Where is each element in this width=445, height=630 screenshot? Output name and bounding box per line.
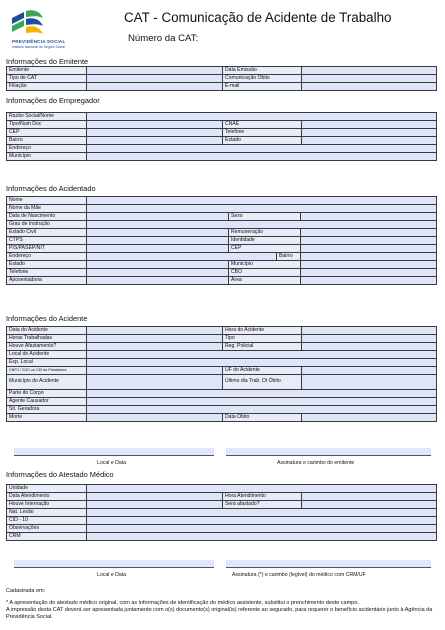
estado-civil-field[interactable]: [87, 229, 229, 237]
field-label: Data Óbito: [223, 414, 302, 422]
field-label: Data de Nascimento: [7, 213, 87, 221]
field-label: Reg. Policial: [223, 343, 302, 351]
field-label: Sexo: [229, 213, 301, 221]
field-label: Telefone: [223, 129, 302, 137]
cid-field[interactable]: [87, 517, 437, 525]
field-label: CID - 10: [7, 517, 87, 525]
assinatura-emitente-caption: Assinatura e carimbo do emitente: [277, 460, 355, 466]
assinatura-medico-line[interactable]: [226, 560, 431, 568]
table-row: [7, 327, 437, 335]
endereco-acidentado-field[interactable]: [87, 253, 277, 261]
field-label: CEP: [229, 245, 301, 253]
field-label: Nome: [7, 197, 87, 205]
emitente-table: [6, 66, 437, 91]
field-label: Aposentadoria: [7, 277, 87, 285]
table-row: [7, 237, 437, 245]
uf-acidente-field[interactable]: [302, 367, 437, 375]
section-heading-empregador: Informações do Empregador: [6, 96, 100, 105]
hora-acidente-field[interactable]: [302, 327, 437, 335]
field-label: Agente Causador: [7, 398, 87, 406]
logo-line-1: PREVIDÊNCIA SOCIAL: [12, 39, 66, 44]
houve-internacao-field[interactable]: [87, 501, 223, 509]
field-label: Data Atendimento: [7, 493, 87, 501]
section-heading-emitente: Informações do Emitente: [6, 57, 89, 66]
previdencia-logo: [6, 8, 96, 52]
table-row: [7, 253, 437, 261]
table-row: [7, 261, 437, 269]
data-atendimento-field[interactable]: [87, 493, 223, 501]
telefone-acidentado-field[interactable]: [87, 269, 229, 277]
field-label: E-mail: [223, 83, 302, 91]
field-label: PIS/PASEP/NIT: [7, 245, 87, 253]
filiacao-field[interactable]: [87, 83, 223, 91]
pis-field[interactable]: [87, 245, 229, 253]
local-data-line-emitente[interactable]: [14, 448, 214, 456]
nat-lesao-field[interactable]: [87, 509, 437, 517]
data-emissao-field[interactable]: [302, 67, 437, 75]
municipio-acidentado-field[interactable]: [301, 261, 437, 269]
table-row: [7, 229, 437, 237]
table-row: [7, 509, 437, 517]
table-row: [7, 517, 437, 525]
local-data-caption-medico: Local e Data: [97, 572, 127, 578]
municipio-acidente-field[interactable]: [87, 375, 223, 390]
section-heading-atestado: Informações do Atestado Médico: [6, 470, 114, 479]
field-label: Emitente: [7, 67, 87, 75]
endereco-field[interactable]: [87, 145, 437, 153]
esp-local-field[interactable]: [87, 359, 437, 367]
table-row: [7, 525, 437, 533]
table-row: [7, 414, 437, 422]
cnae-field[interactable]: [302, 121, 437, 129]
field-label: Unidade: [7, 485, 87, 493]
grau-instrucao-field[interactable]: [87, 221, 437, 229]
field-label: Tipo de CAT: [7, 75, 87, 83]
observacoes-field[interactable]: [87, 525, 437, 533]
reg-policial-field[interactable]: [302, 343, 437, 351]
field-label: Razão Social/Nome: [7, 113, 87, 121]
table-row: [7, 277, 437, 285]
data-nascimento-field[interactable]: [87, 213, 229, 221]
table-row: [7, 533, 437, 541]
cep-field[interactable]: [87, 129, 223, 137]
tipo-cat-field[interactable]: [87, 75, 223, 83]
field-label: Bairro: [7, 137, 87, 145]
table-row: [7, 205, 437, 213]
estado-acidentado-field[interactable]: [87, 261, 229, 269]
sexo-field[interactable]: [301, 213, 437, 221]
table-row: [7, 501, 437, 509]
area-field[interactable]: [301, 277, 437, 285]
field-label: Parte do Corpo: [7, 390, 87, 398]
municipio-field[interactable]: [87, 153, 437, 161]
table-row: [7, 351, 437, 359]
field-label: CRM: [7, 533, 87, 541]
crm-field[interactable]: [87, 533, 437, 541]
field-label: Estado: [7, 261, 87, 269]
field-label: Houve Internação: [7, 501, 87, 509]
telefone-field[interactable]: [302, 129, 437, 137]
nome-mae-field[interactable]: [87, 205, 437, 213]
table-row: [7, 398, 437, 406]
table-row: [7, 121, 437, 129]
cadastrada-em: Cadastrada em:: [6, 588, 46, 594]
field-label: Esp. Local: [7, 359, 87, 367]
table-row: [7, 343, 437, 351]
table-row: [7, 245, 437, 253]
table-row: [7, 390, 437, 398]
acidente-table: [6, 326, 437, 422]
table-row: [7, 67, 437, 75]
logo-line-2: Instituto Nacional do Seguro Social: [12, 45, 65, 49]
morte-field[interactable]: [87, 414, 223, 422]
table-row: [7, 129, 437, 137]
razao-social-field[interactable]: [87, 113, 437, 121]
field-label: Será afastado?: [223, 501, 302, 509]
table-row: [7, 485, 437, 493]
cat-number-label: Número da CAT:: [128, 33, 199, 44]
field-label: CEP: [7, 129, 87, 137]
field-label: Data do Acidente: [7, 327, 87, 335]
field-label: Hora do Acidente: [223, 327, 302, 335]
estado-field[interactable]: [302, 137, 437, 145]
table-row: [7, 335, 437, 343]
sit-geradora-field[interactable]: [87, 406, 437, 414]
identidade-field[interactable]: [301, 237, 437, 245]
field-label: Remuneração: [229, 229, 301, 237]
section-heading-acidentado: Informações do Acidentado: [6, 184, 96, 193]
field-label: Município do Acidente: [7, 375, 87, 390]
agente-causador-field[interactable]: [87, 398, 437, 406]
local-data-caption: Local e Data: [97, 460, 127, 466]
section-heading-acidente: Informações do Acidente: [6, 314, 88, 323]
field-label: Estado: [223, 137, 302, 145]
field-label: Município: [229, 261, 301, 269]
cnpj-field[interactable]: [87, 367, 223, 375]
sera-afastado-field[interactable]: [302, 501, 437, 509]
bairro-acidentado-field[interactable]: [301, 253, 437, 261]
table-row: [7, 213, 437, 221]
field-label: Telefone: [7, 269, 87, 277]
field-label: Observações: [7, 525, 87, 533]
table-row: [7, 197, 437, 205]
field-label: Identidade: [229, 237, 301, 245]
field-label: Grau de Instrução: [7, 221, 87, 229]
field-label: UF do Acidente: [223, 367, 302, 375]
field-label: CNPJ / CGC ou CEI do Prestadora: [7, 367, 87, 375]
local-data-line-medico[interactable]: [14, 560, 214, 568]
field-label: Estado Civil: [7, 229, 87, 237]
table-row: [7, 269, 437, 277]
field-label: CBO: [229, 269, 301, 277]
nome-field[interactable]: [87, 197, 437, 205]
table-row: [7, 375, 437, 390]
parte-corpo-field[interactable]: [87, 390, 437, 398]
field-label: Tipo: [223, 335, 302, 343]
field-label: Tipo/Num Doc: [7, 121, 87, 129]
assinatura-emitente-line[interactable]: [226, 448, 431, 456]
field-label: Nome da Mãe: [7, 205, 87, 213]
comunicacao-obito-field[interactable]: [302, 75, 437, 83]
footer-note-2: A impressão desta CAT deverá ser apresentada juntamente com o(s) documento(s) original(is) referente ao segurado, para requerer o benefício acidentário junto à Agência da Previdência Social.: [6, 607, 433, 620]
field-label: Data Emissão: [223, 67, 302, 75]
field-label: Nat. Lesão: [7, 509, 87, 517]
field-label: Último dia Trab. Dt Óbito: [223, 375, 302, 390]
bairro-field[interactable]: [87, 137, 223, 145]
assinatura-medico-caption: Assinatura (*) e carimbo (legível) do médico com CRM/UF: [232, 572, 366, 578]
table-row: [7, 359, 437, 367]
table-row: [7, 75, 437, 83]
field-label: Filiação: [7, 83, 87, 91]
cep-acidentado-field[interactable]: [301, 245, 437, 253]
field-label: Morte: [7, 414, 87, 422]
field-label: CNAE: [223, 121, 302, 129]
field-label: Comunicação Óbito: [223, 75, 302, 83]
acidentado-table: [6, 196, 437, 285]
data-acidente-field[interactable]: [87, 327, 223, 335]
hora-atendimento-field[interactable]: [302, 493, 437, 501]
field-label: Hora Atendimento: [223, 493, 302, 501]
field-label: Sit. Geradora: [7, 406, 87, 414]
remuneracao-field[interactable]: [301, 229, 437, 237]
local-acidente-field[interactable]: [87, 351, 437, 359]
email-field[interactable]: [302, 83, 437, 91]
table-row: [7, 367, 437, 375]
houve-afastamento-field[interactable]: [87, 343, 223, 351]
page-title: CAT - Comunicação de Acidente de Trabalho: [124, 10, 392, 25]
table-row: [7, 221, 437, 229]
footer-note-1: * A apresentação do atestado médico original, com as informações de identificação do médico assistente, substitui o prenchimento deste campo.: [6, 600, 359, 606]
ultimo-dia-field[interactable]: [302, 375, 437, 390]
previdencia-logo-icon: [10, 8, 46, 38]
field-label: Horas Trabalhadas: [7, 335, 87, 343]
field-label: Bairro: [277, 253, 301, 261]
field-label: Local do Acidente: [7, 351, 87, 359]
field-label: Endereço: [7, 253, 87, 261]
table-row: [7, 406, 437, 414]
emitente-field[interactable]: [87, 67, 223, 75]
table-row: [7, 493, 437, 501]
data-obito-field[interactable]: [302, 414, 437, 422]
tipo-num-doc-field[interactable]: [87, 121, 223, 129]
field-label: Endereço: [7, 145, 87, 153]
tipo-acidente-field[interactable]: [302, 335, 437, 343]
field-label: Houve Afastamento?: [7, 343, 87, 351]
table-row: [7, 137, 437, 145]
aposentadoria-field[interactable]: [87, 277, 229, 285]
atestado-table: [6, 484, 437, 541]
table-row: [7, 113, 437, 121]
cbo-field[interactable]: [301, 269, 437, 277]
field-label: Município: [7, 153, 87, 161]
ctps-field[interactable]: [87, 237, 229, 245]
empregador-table: [6, 112, 437, 161]
table-row: [7, 145, 437, 153]
table-row: [7, 83, 437, 91]
field-label: Área: [229, 277, 301, 285]
table-row: [7, 153, 437, 161]
horas-trabalhadas-field[interactable]: [87, 335, 223, 343]
field-label: CTPS: [7, 237, 87, 245]
unidade-field[interactable]: [87, 485, 437, 493]
